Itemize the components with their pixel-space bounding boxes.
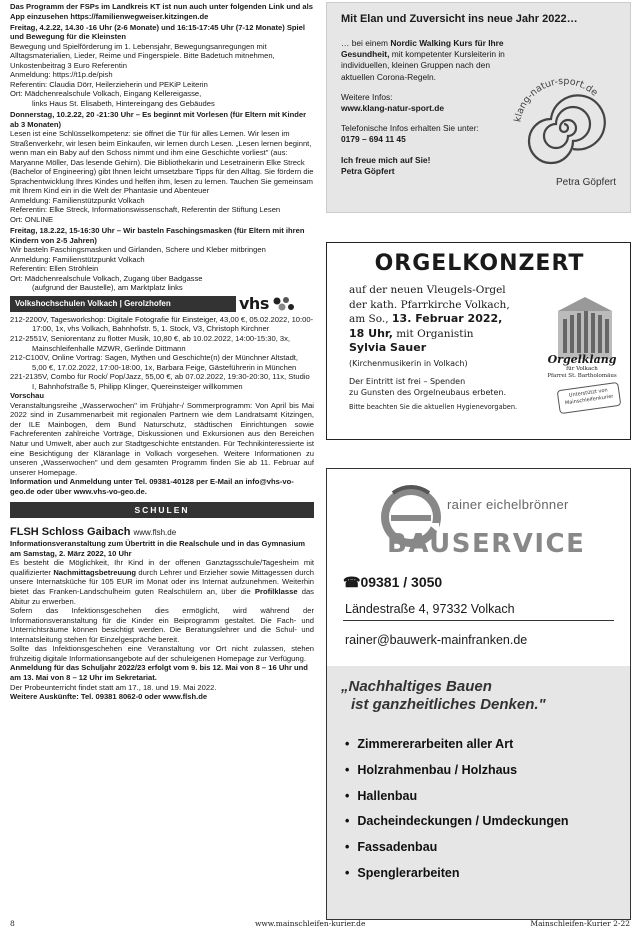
- orgel-organist: Sylvia Sauer: [349, 341, 427, 354]
- vhs-logo-icon: [271, 296, 297, 312]
- vhs-logo-text: vhs: [239, 293, 269, 313]
- orgelklang-name: Orgelklang: [547, 353, 617, 366]
- orgel-title: ORGELKONZERT: [374, 251, 585, 276]
- orgel-hygiene-hint: Bitte beachten Sie die aktuellen Hygienevorgaben.: [349, 402, 518, 411]
- klang-ring-text: klang-natur-sport.de: [512, 75, 600, 124]
- bau-divider: [343, 620, 614, 621]
- klang-url[interactable]: www.klang-natur-sport.de: [341, 103, 444, 114]
- vhs-header: [10, 293, 314, 313]
- klang-phone-number: 0179 – 694 11 45: [341, 134, 406, 145]
- orgelklang-logo: [542, 353, 622, 380]
- bau-service-item: • Hallenbau: [341, 784, 616, 810]
- bau-slogan: [341, 678, 616, 714]
- vorschau-text: Veranstaltungsreihe „Wasserwochen" im Frühjahr-/ Sommerprogramm: Von April bis Mai 2022 sind in Zusammenarbeit mit regionalen Partnern wie dem Landratsamt Kitzingen, der ILE Mainbogen, dem Bund Naturschutz, städtischen Einrichtungen sowie Fachreferenten zahlreiche Vorträge, Diskussionen und Exkursionen aus den Bereichen Natur und Umwelt, aber auch zur Stadtgeschichte entstanden. Für Technikinteressierte ist eine Besichtigung der Kläranlage in Volkach vorgesehen. Weitere Informationen zu unseren „Wasserwochen" und dem gesamten Programm finden Sie ab 11. Februar auf unserer Homepage.: [10, 400, 314, 477]
- flsh-probeunterricht: Der Probeunterricht findet statt am 17., 18. und 19. Mai 2022.: [10, 682, 217, 692]
- flsh-p1-text: das Abitur zu erwerben.: [10, 587, 314, 606]
- bau-service-item: • Zimmererarbeiten aller Art: [341, 732, 616, 758]
- flsh-p1-bold: Nachmittagsbetreuung: [53, 567, 137, 577]
- orgel-eintritt-line: zu Gunsten des Orgelneubaus erbeten.: [349, 387, 507, 397]
- vorschau-heading: Vorschau: [10, 391, 45, 401]
- flsh-subhead: Informationsveranstaltung zum Übertritt in die Realschule und in das Gymnasium am Samstag, 2. März 2022, 10 Uhr: [10, 539, 305, 558]
- event-3-line: (aufgrund der Baustelle), am Marktplatz links: [32, 283, 183, 293]
- bauservice-ad: [326, 468, 631, 920]
- phone-icon: ☎: [343, 574, 361, 590]
- left-column: [10, 2, 314, 702]
- bau-slogan-line: „Nachhaltiges Bauen: [341, 678, 492, 695]
- flsh-p1-text: durch Lehrer und Erzieher sowie Mittagessen durch unsere Internatsküche für 105 EUR im Monat oder ins Internat aufzunehmen. Weiterhin bietet das Franken-Landschulheim guten Realschülern an, über die: [10, 567, 314, 597]
- course-item: 221-2135V, Combo für Rock/ Pop/Jazz, 55,00 €, ab 07.02.2022, 19:30-20:30, 11x, Studio I, Bahnhofstraße 5, Philipp Klinger, Quereinsteiger willkommen: [10, 372, 310, 391]
- orgel-date: [349, 312, 554, 327]
- course-item: 212-C100V, Online Vortrag: Sagen, Mythen und Geschichte(n) der Münchner Altstadt, 5,00 €, 17.02.2022, 17:00-18:00, 1x, Barbara Feige, Gästeführerin in München: [10, 353, 299, 372]
- event-1-line: Ort: Mädchenrealschule Volkach, Eingang Kellereigasse,: [10, 89, 202, 99]
- bau-address: Ländestraße 4, 97332 Volkach: [345, 602, 515, 616]
- klang-intro-text: … bei einem: [341, 38, 391, 48]
- event-1-line: Anmeldung: https://t1p.de/pish: [10, 70, 113, 80]
- klang-intro: [341, 38, 516, 83]
- bau-phone-number: 09381 / 3050: [360, 574, 443, 590]
- event-3-line: Referentin: Ellen Ströhlein: [10, 264, 99, 274]
- orgel-time: [349, 327, 554, 342]
- bau-service-item: • Fassadenbau: [341, 835, 616, 861]
- sponsor-stamp: Unterstützt von Mainschleifenkurier: [557, 382, 622, 414]
- bau-service-list: [341, 732, 616, 887]
- event-3-line: Ort: Mädchenrealschule Volkach, Zugang über Badgasse: [10, 273, 203, 283]
- klang-signoff: [341, 155, 516, 177]
- flsh-p1-bold: Profilklasse: [254, 587, 298, 597]
- klang-infos: [341, 92, 516, 114]
- orgel-time-suffix: mit Organistin: [392, 327, 474, 340]
- flsh-info: Weitere Auskünfte: Tel. 09381 8062-0 oder www.flsh.de: [10, 692, 208, 702]
- flsh-p1-text: Es besteht die Möglichkeit, Ihr Kind in der offenen Ganztagsschule/Tagesheim mit qualifizierter: [10, 558, 314, 577]
- klang-title: Mit Elan und Zuversicht ins neue Jahr 2022…: [341, 13, 578, 25]
- vhs-logo: [239, 293, 297, 313]
- event-2-line: Lesen ist eine Schlüsselkompetenz: sie öffnet die Tür für alles Lernen. Wir lesen im Straßenverkehr, wir lesen beim Einkaufen, wir lernen durch Lesen. „Lesen lernen beginnt, wenn man ein Baby auf den Schoss nimmt und ihm eine Geschichte vorliest" (aus: Maryanne Möller, Das lesende Gehirn). Die Bibliothekarin und Lesetrainerin Elke Streck (Bachelor of Engineering) gibt Ihnen leicht umsetzbare Tipps für den Alltag. Sie fördern die Sprachentwicklung Ihres Kindes und helfen ihm, lesen zu lernen. Tauchen Sie gemeinsam mit Ihrem Kind ein in die Welt der Phantasie und Abenteuer: [10, 129, 314, 196]
- orgel-eintritt-line: Der Eintritt ist frei – Spenden: [349, 376, 466, 386]
- orgel-date-value: 13. Februar 2022,: [391, 312, 503, 325]
- bau-email[interactable]: rainer@bauwerk-mainfranken.de: [345, 633, 528, 647]
- flsh-title: [10, 526, 314, 539]
- event-1-line: links Haus St. Elisabeth, Hintereingang des Gebäudes: [32, 98, 215, 108]
- bau-service-item: • Holzrahmenbau / Holzhaus: [341, 758, 616, 784]
- bau-service-item: • Spenglerarbeiten: [341, 861, 616, 887]
- page-number: 8: [10, 919, 15, 928]
- klang-signoff-name: Petra Göpfert: [341, 165, 395, 176]
- klang-logo-name: Petra Göpfert: [555, 176, 616, 188]
- bau-slogan-line: ist ganzheitliches Denken.": [351, 696, 546, 713]
- bau-brand: BAUSERVICE: [387, 529, 586, 559]
- event-2-line: Ort: ONLINE: [10, 215, 54, 225]
- event-3-line: Wir basteln Faschingsmasken und Girlanden, Schere und Kleber mitbringen: [10, 245, 266, 255]
- bau-owner-name: rainer eichelbrönner: [447, 497, 569, 512]
- orgel-line: auf der neuen Vleugels-Orgel: [349, 284, 506, 296]
- orgel-organist-role: (Kirchenmusikerin in Volkach): [349, 358, 468, 368]
- flsh-paragraph-1: [10, 558, 314, 606]
- flsh-paragraph-2: Sofern das Infektionsgeschehen dies ermöglicht, wird während der Informationsveranstaltung für die Kinder ein Beiprogramm gestaltet. Die Fach- und Unterrichtsräume können besichtigt werden. Die Beratungslehrer und die Schul- und Internatsleitung stehen für Einzelgespräche bereit.: [10, 606, 314, 644]
- footer-issue: Mainschleifen-Kurier 2-22: [530, 919, 630, 928]
- klang-intro-bold: Nordic Walking Kurs für Ihre Gesundheit,: [341, 38, 504, 60]
- klang-phone-label: Telefonische Infos erhalten Sie unter:: [341, 123, 479, 134]
- event-2-line: Anmeldung: Familienstützpunkt Volkach: [10, 195, 145, 205]
- bau-phone: [343, 574, 442, 591]
- vhs-label: Volkshochschulen Volkach | Gerolzhofen: [10, 296, 236, 312]
- event-1-line: Bewegung und Spielförderung im 1. Lebensjahr, Bewegungsanregungen mit Alltagsmaterialien, Lieder, Reime und Fingerspiele. Bitte Badetuch mitnehmen, Unkostenbeitrag 3 Euro Referentin: [10, 41, 275, 70]
- event-1-head: Freitag, 4.2.22, 14.30 -16 Uhr (2-6 Monate) und 16:15-17:45 Uhr (7-12 Monate) Spiel und Bewegung für die Kleinsten: [10, 22, 305, 42]
- event-2-line: Referentin: Elke Streck, Informationswissenschaft, Referentin der Stiftung Lesen: [10, 205, 281, 215]
- klang-intro-text: mit kompetenter Kursleiterin in individuellen, kleinen Gruppen nach den aktuellen Corona-Regeln.: [341, 49, 505, 82]
- event-3-line: Anmeldung: Familienstützpunkt Volkach: [10, 254, 145, 264]
- orgel-time-value: 18 Uhr,: [349, 326, 393, 340]
- orgel-line: der kath. Pfarrkirche Volkach,: [349, 298, 510, 311]
- klang-phone: [341, 123, 516, 145]
- event-3-head: Freitag, 18.2.22, 15-16:30 Uhr – Wir basteln Faschingsmasken (für Eltern mit ihren Kindern von 2-5 Jahren): [10, 226, 305, 245]
- flsh-title-text: FLSH Schloss Gaibach: [10, 526, 131, 539]
- flsh-paragraph-3: Sollte das Infektionsgeschehen eine Veranstaltung vor Ort nicht zulassen, stehen frühzeitig digitale Informationsangebote auf der schuleigenen Homepage zur Verfügung.: [10, 644, 314, 663]
- orgel-ad: [326, 242, 631, 440]
- schulen-header: SCHULEN: [10, 502, 314, 518]
- klang-signoff-text: Ich freue mich auf Sie!: [341, 154, 431, 165]
- flsh-url[interactable]: www.flsh.de: [133, 528, 177, 538]
- klang-infos-label: Weitere Infos:: [341, 91, 393, 102]
- orgel-date-prefix: am So.,: [349, 313, 392, 325]
- intro-text: Das Programm der FSPs im Landkreis KT ist nun auch unter folgenden Link und als App einzusehen https://familienwegweiser.kitzingen.de: [10, 2, 313, 21]
- course-item: 212-2200V, Tagesworkshop: Digitale Fotografie für Einsteiger, 43,00 €, 05.02.2022, 10:00-17:00, 1x, vhs Volkach, Bahnhofstr. 5, 1. Stock, V3, Christoph Kirchner: [10, 314, 314, 334]
- event-1-line: Referentin: Claudia Dörr, Heilerzieherin und PEKiP Leiterin: [10, 79, 208, 89]
- event-2-head: Donnerstag, 10.2.22, 20 -21:30 Uhr – Es beginnt mit Vorlesen (für Eltern mit Kinder ab 3 Monaten): [10, 110, 307, 129]
- bau-service-item: • Dacheindeckungen / Umdeckungen: [341, 809, 616, 835]
- orgelklang-sub: für Volkach: [566, 366, 598, 372]
- footer-url[interactable]: www.mainschleifen-kurier.de: [254, 919, 366, 928]
- flsh-anmeldung: Anmeldung für das Schuljahr 2022/23 erfolgt vom 9. bis 12. Mai von 8 – 16 Uhr und am 13. Mai von 8 – 12 Uhr im Sekretariat.: [10, 663, 308, 682]
- page-footer: [10, 919, 630, 928]
- klang-ad: [326, 2, 631, 213]
- orgelklang-sub: Pfarrei St. Bartholomäus: [547, 373, 617, 379]
- course-item: 212-2551V, Seniorentanz zu flotter Musik, 10,80 €, ab 10.02.2022, 14:00-15:30, 3x, Mainschleifenhalle MZWR, Gerlinde Dittmann: [10, 334, 291, 353]
- vorschau-contact: Information und Anmeldung unter Tel. 09381-40128 per E-Mail an info@vhs-vo-geo.de oder über www.vhs-vo-geo.de.: [10, 477, 294, 496]
